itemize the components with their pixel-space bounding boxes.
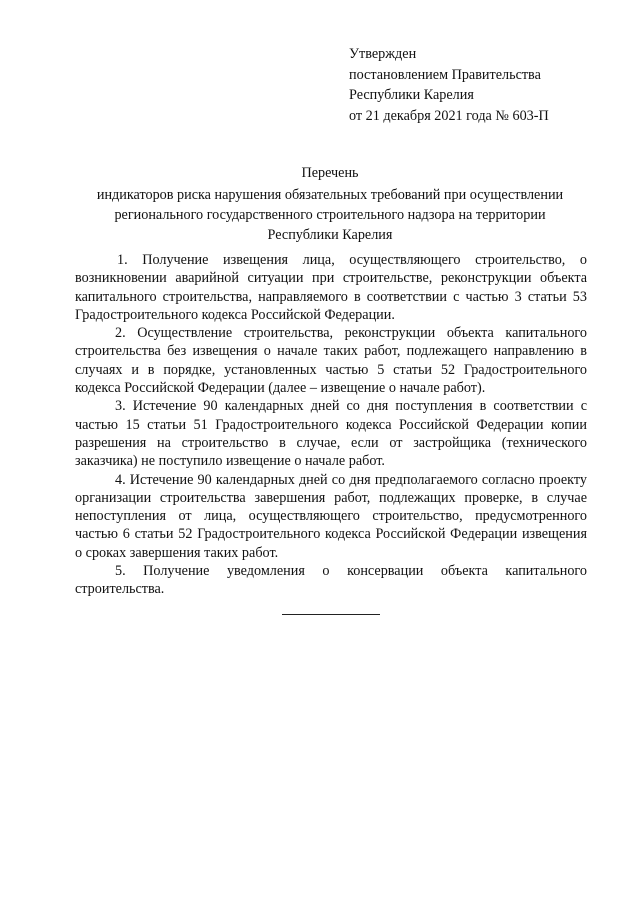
approval-line-resolution: постановлением Правительства bbox=[349, 66, 541, 83]
list-item-4: 4. Истечение 90 календарных дней со дня предполагаемого согласно проекту организации строительства завершения работ, подлежащих проверке, в случае непоступления от лица, осуществляющего строительство, предусмотренного частью 6 статьи 52 Градостроительного кодекса Российской Федерации извещения о сроках завершения таких работ. bbox=[75, 471, 587, 561]
list-item-3: 3. Истечение 90 календарных дней со дня поступления в соответствии с частью 15 статьи 51 Градостроительного кодекса Российской Федерации копии разрешения на строительство в случае, если от застройщика (технического заказчика) не поступило извещение о начале работ. bbox=[75, 398, 587, 470]
indicator-list bbox=[75, 251, 587, 599]
document-title bbox=[60, 163, 600, 245]
approval-line-approved: Утвержден bbox=[349, 46, 417, 62]
approval-line-date-number: от 21 декабря 2021 года № 603-П bbox=[349, 107, 549, 124]
title-line-1: индикаторов риска нарушения обязательных требований при осуществлении bbox=[96, 187, 564, 203]
end-divider-line bbox=[282, 614, 380, 615]
approval-line-republic: Республики Карелия bbox=[349, 87, 474, 103]
approval-stamp bbox=[349, 44, 629, 126]
title-line-2: регионального государственного строительного надзора на территории bbox=[114, 207, 546, 223]
title-heading: Перечень bbox=[301, 165, 359, 181]
title-line-3: Республики Карелия bbox=[267, 227, 393, 243]
list-item-2: 2. Осуществление строительства, реконструкции объекта капитального строительства без извещения о начале таких работ, подлежащего направлению в случаях и в порядке, установленных частью 5 статьи 52 Градостроительного кодекса Российской Федерации (далее – извещение о начале работ). bbox=[75, 325, 587, 397]
list-item-5: 5. Получение уведомления о консервации объекта капитального строительства. bbox=[75, 563, 587, 598]
list-item-1: 1. Получение извещения лица, осуществляющего строительство, о возникновении аварийной ситуации при строительстве, реконструкции объекта капитального строительства, направляемого в соответствии с частью 3 статьи 53 Градостроительного кодекса Российской Федерации. bbox=[75, 252, 587, 323]
